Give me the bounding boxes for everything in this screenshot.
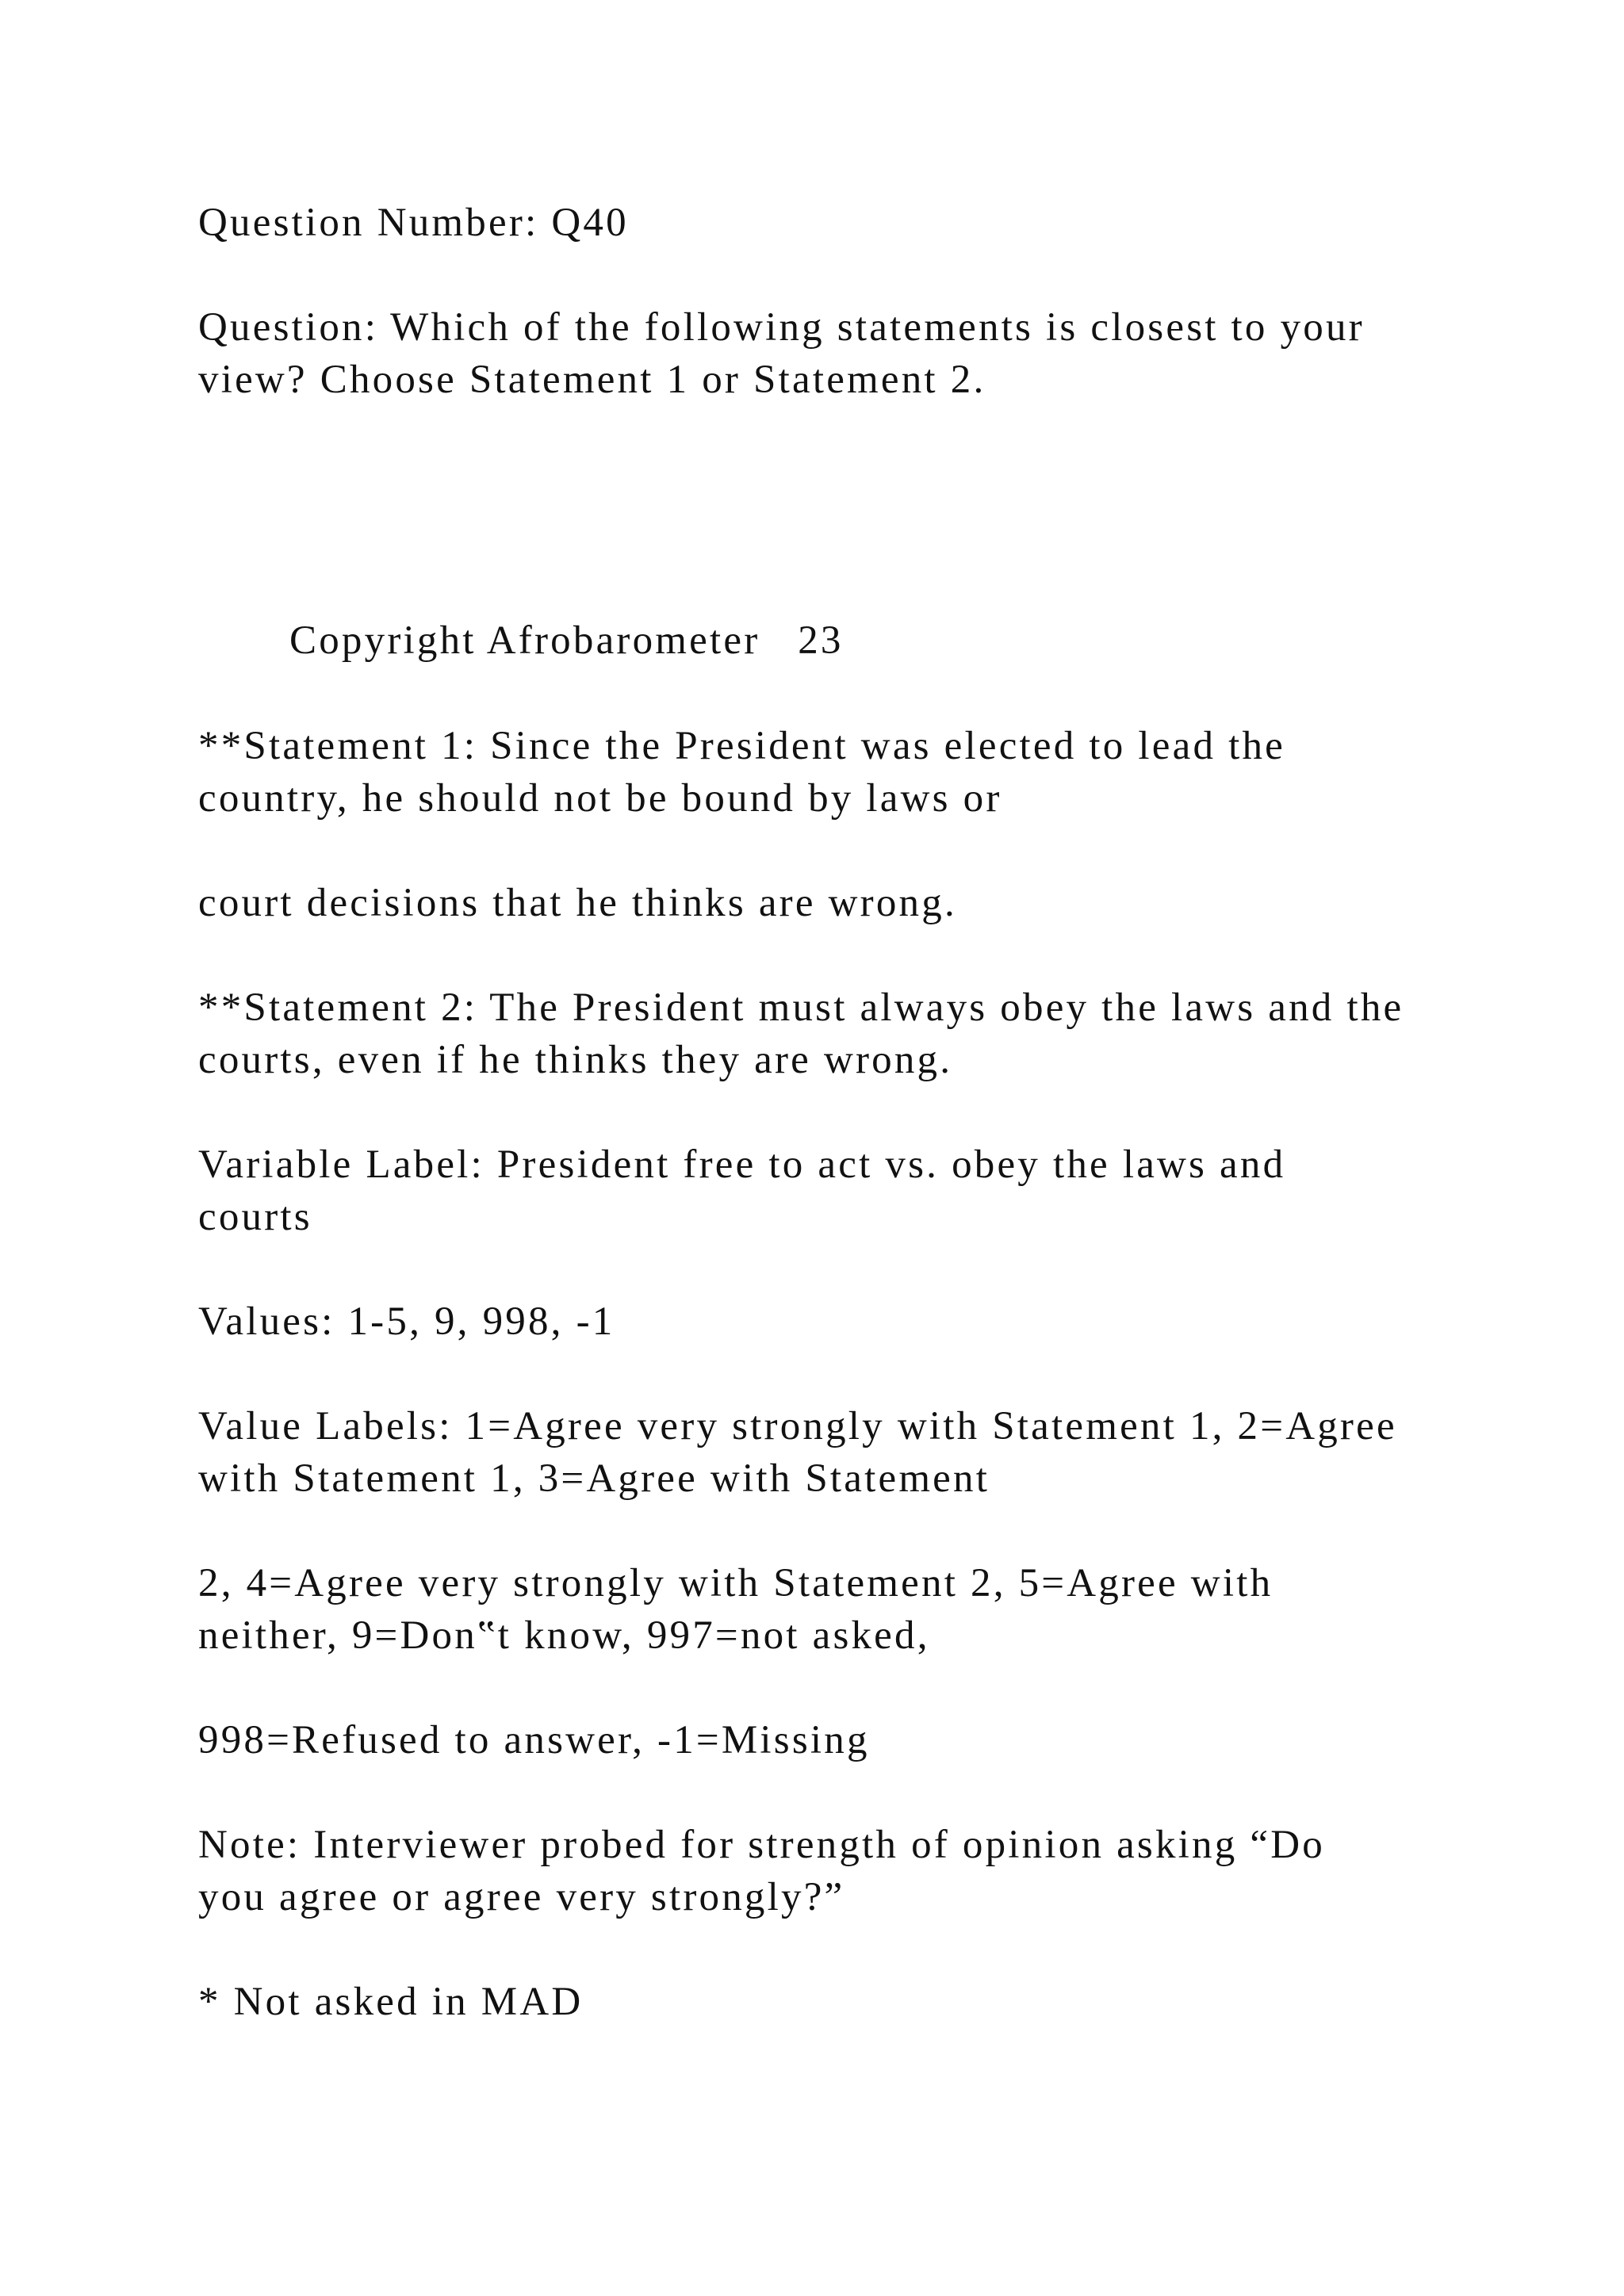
- question-number: Question Number: Q40: [198, 201, 629, 245]
- variable-label-line-1: Variable Label: President free to act vs. obey the laws and: [198, 1142, 1286, 1187]
- statement-1-line-3: court decisions that he thinks are wrong.: [198, 881, 957, 925]
- note-line-2: you agree or agree very strongly?”: [198, 1875, 845, 1919]
- copyright-line: Copyright Afrobarometer 23: [289, 618, 844, 663]
- footnote-line: * Not asked in MAD: [198, 1980, 584, 2024]
- value-labels-line-5: 998=Refused to answer, -1=Missing: [198, 1718, 870, 1762]
- value-labels-line-2: with Statement 1, 3=Agree with Statement: [198, 1456, 990, 1501]
- value-labels-line-1: Value Labels: 1=Agree very strongly with Statement 1, 2=Agree: [198, 1404, 1397, 1448]
- question-text-line-2: view? Choose Statement 1 or Statement 2.: [198, 358, 986, 402]
- value-labels-line-4: neither, 9=Don‟t know, 997=not asked,: [198, 1613, 930, 1658]
- statement-2-line-2: courts, even if he thinks they are wrong.: [198, 1038, 953, 1082]
- variable-label-line-2: courts: [198, 1195, 312, 1239]
- statement-1-line-1: **Statement 1: Since the President was elected to lead the: [198, 724, 1286, 768]
- values-line: Values: 1-5, 9, 998, -1: [198, 1299, 615, 1344]
- value-labels-line-3: 2, 4=Agree very strongly with Statement 2, 5=Agree with: [198, 1561, 1274, 1605]
- statement-2-line-1: **Statement 2: The President must always obey the laws and the: [198, 985, 1404, 1030]
- note-line-1: Note: Interviewer probed for strength of opinion asking “Do: [198, 1823, 1325, 1867]
- question-text-line-1: Question: Which of the following statements is closest to your: [198, 305, 1365, 350]
- statement-1-line-2: country, he should not be bound by laws or: [198, 776, 1002, 821]
